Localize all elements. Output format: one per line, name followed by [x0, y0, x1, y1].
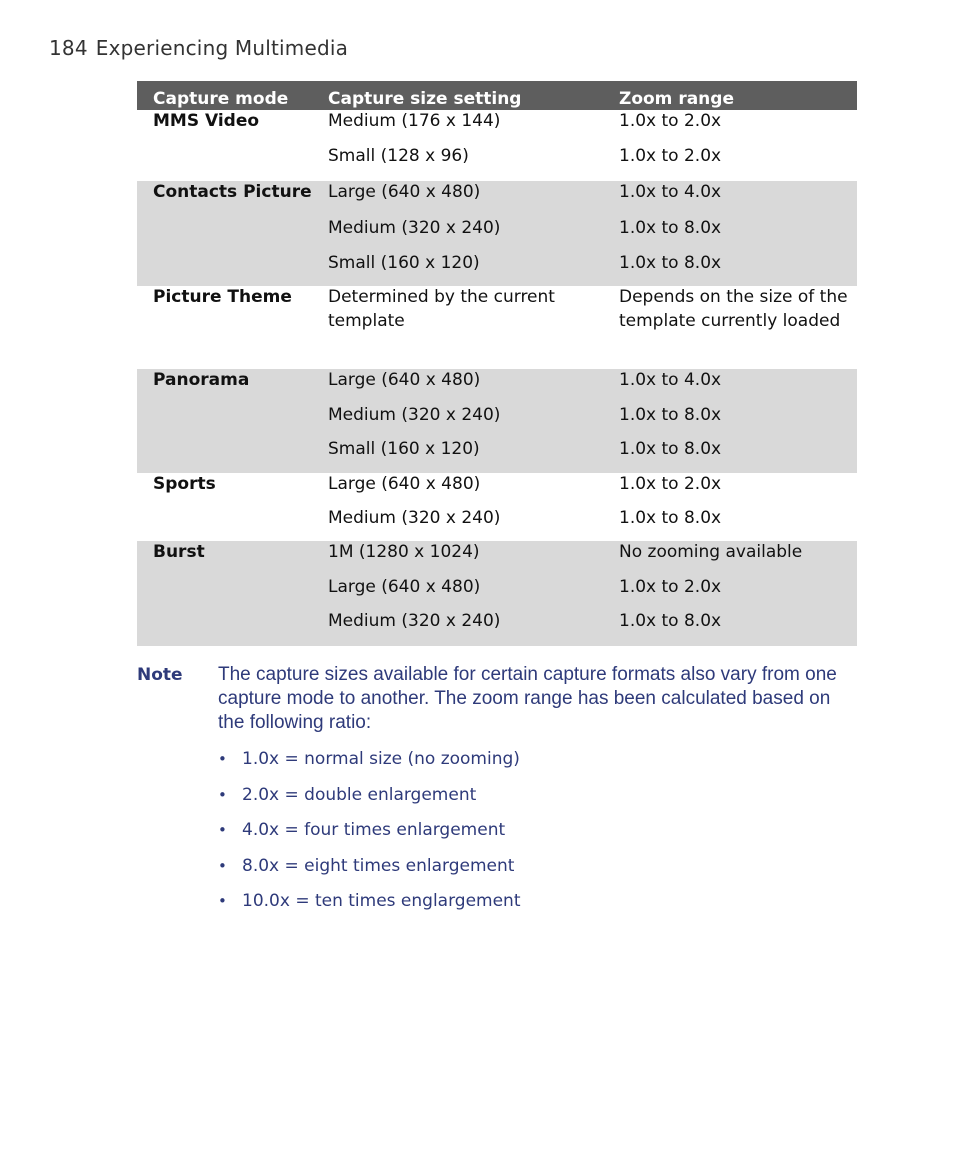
capture-mode-table [137, 81, 857, 646]
note-label: Note [137, 665, 183, 685]
section-title: Experiencing Multimedia [95, 36, 349, 60]
capture-size-cell: Medium (320 x 240) [328, 508, 501, 528]
zoom-range-cell: 1.0x to 8.0x [619, 508, 722, 528]
capture-size-cell: Small (128 x 96) [328, 146, 469, 166]
capture-size-cell: Medium (320 x 240) [328, 405, 501, 425]
list-item [218, 782, 521, 818]
bullet-text: 1.0x = normal size (no zooming) [242, 749, 520, 769]
bullet-icon: • [218, 821, 227, 839]
capture-size-cell: Determined by the current template [328, 287, 555, 331]
capture-mode-cell: Sports [153, 474, 216, 494]
page-number: 184 [49, 36, 88, 60]
bullet-text: 4.0x = four times enlargement [242, 820, 506, 840]
capture-size-cell: Small (160 x 120) [328, 439, 480, 459]
bullet-icon: • [218, 856, 227, 875]
column-header-capture-size: Capture size setting [328, 81, 619, 110]
capture-size-cell: Small (160 x 120) [328, 253, 480, 273]
list-item [218, 746, 521, 782]
capture-mode-cell: Contacts Picture [153, 182, 312, 202]
list-item [218, 817, 521, 853]
table-body [137, 110, 857, 646]
table-header-row [137, 81, 857, 110]
table-row [137, 473, 857, 507]
capture-size-cell: Medium (320 x 240) [328, 611, 501, 631]
bullet-text: 10.0x = ten times englargement [242, 891, 521, 911]
table-row [137, 369, 857, 404]
capture-mode-cell: MMS Video [153, 111, 260, 131]
list-item [218, 888, 521, 924]
column-header-capture-mode: Capture mode [137, 81, 328, 110]
capture-size-cell: Large (640 x 480) [328, 577, 481, 597]
table-row [137, 286, 857, 369]
capture-size-cell: Large (640 x 480) [328, 370, 481, 390]
table-row [137, 181, 857, 217]
bullet-text: 2.0x = double enlargement [242, 784, 477, 805]
zoom-range-cell: 1.0x to 8.0x [619, 611, 722, 631]
note-text: The capture sizes available for certain capture formats also vary from one capture mode to another. The zoom range has been calculated based on the following ratio: [218, 664, 837, 733]
zoom-range-cell: 1.0x to 8.0x [619, 253, 722, 273]
column-header-zoom-range: Zoom range [619, 81, 857, 110]
zoom-range-cell: 1.0x to 2.0x [619, 111, 722, 131]
bullet-icon: • [218, 892, 227, 910]
note-bullet-list [218, 746, 521, 924]
zoom-range-cell: No zooming available [619, 542, 803, 562]
capture-mode-cell: Burst [153, 542, 205, 562]
capture-size-cell: Medium (176 x 144) [328, 111, 501, 131]
capture-size-cell: Medium (320 x 240) [328, 218, 501, 238]
zoom-range-cell: 1.0x to 2.0x [619, 474, 722, 494]
page-header [49, 36, 348, 60]
capture-mode-cell: Picture Theme [153, 287, 292, 307]
capture-size-cell: 1M (1280 x 1024) [328, 542, 480, 562]
capture-mode-cell: Panorama [153, 370, 250, 390]
zoom-range-cell: 1.0x to 4.0x [619, 182, 722, 202]
zoom-range-cell: 1.0x to 2.0x [619, 577, 722, 597]
capture-size-cell: Large (640 x 480) [328, 474, 481, 494]
zoom-range-cell: 1.0x to 2.0x [619, 146, 722, 166]
zoom-range-cell: Depends on the size of the template currently loaded [619, 287, 848, 331]
table-row [137, 541, 857, 576]
list-item [218, 853, 521, 889]
bullet-text: 8.0x = eight times enlargement [242, 855, 515, 876]
zoom-range-cell: 1.0x to 8.0x [619, 439, 722, 459]
zoom-range-cell: 1.0x to 4.0x [619, 370, 722, 390]
capture-size-cell: Large (640 x 480) [328, 182, 481, 202]
table-row [137, 110, 857, 145]
zoom-range-cell: 1.0x to 8.0x [619, 218, 722, 238]
zoom-range-cell: 1.0x to 8.0x [619, 405, 722, 425]
bullet-icon: • [218, 785, 227, 804]
bullet-icon: • [218, 750, 227, 768]
